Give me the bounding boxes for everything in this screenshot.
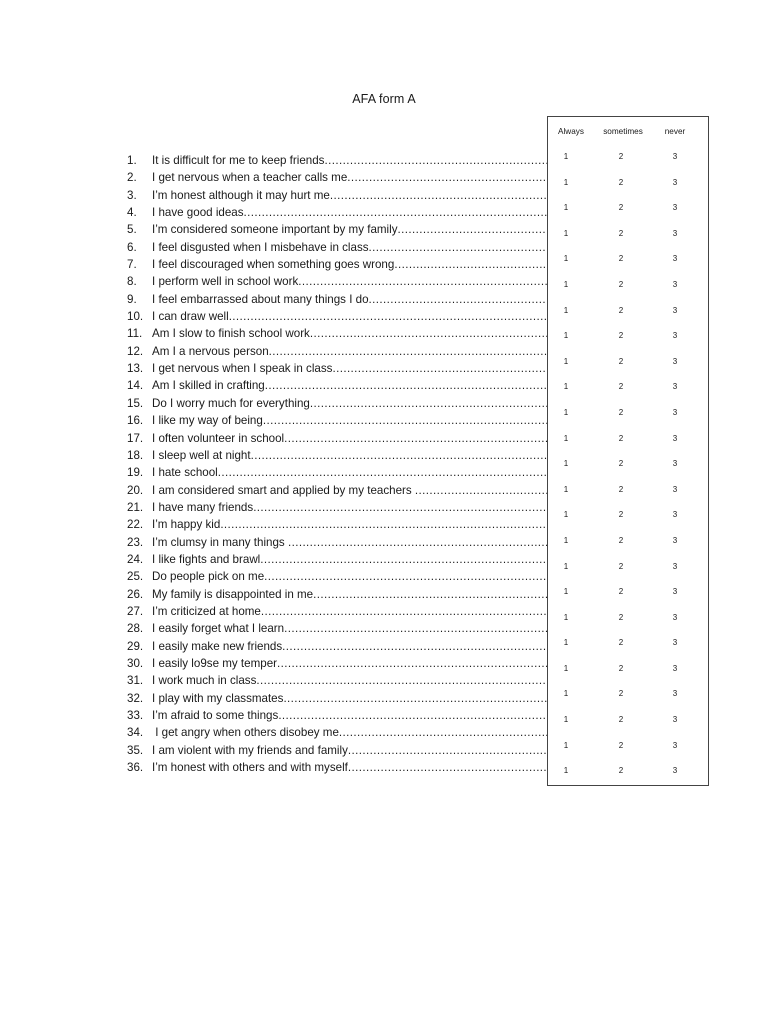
question-text: It is difficult for me to keep friends [152,154,325,167]
rating-never: 3 [672,331,678,341]
rating-always: 1 [563,663,569,673]
question-item [127,412,547,429]
rating-row [548,686,708,712]
rating-table [547,116,709,786]
rating-row [548,712,708,738]
question-item [127,499,547,516]
question-item [127,169,547,186]
rating-sometimes: 2 [618,689,624,699]
question-item [127,325,547,342]
dot-leader [369,291,547,308]
rating-always: 1 [563,715,569,725]
rating-sometimes: 2 [618,279,624,289]
dot-leader [269,343,547,360]
rating-sometimes: 2 [618,510,624,520]
rating-never: 3 [672,203,678,213]
dot-leader [348,759,547,776]
column-header-sometimes: sometimes [603,127,643,136]
dot-leader [282,638,547,655]
question-number: 8. [127,275,137,289]
dot-leader [261,603,547,620]
rating-always: 1 [563,305,569,315]
rating-sometimes: 2 [618,305,624,315]
rating-never: 3 [672,561,678,571]
rating-row [548,175,708,201]
question-number: 17. [127,431,144,445]
question-item [127,204,547,221]
question-text: Am I slow to finish school work [152,327,310,341]
rating-row [548,635,708,661]
question-item [127,742,547,759]
question-text: I feel embarrassed about many things I do [152,292,369,306]
rating-never: 3 [672,510,678,520]
question-text: I’m considered someone important by my family [152,223,398,237]
dot-leader [260,551,547,568]
rating-sometimes: 2 [618,459,624,469]
rating-always: 1 [563,510,569,520]
rating-row [548,456,708,482]
question-item [127,273,547,290]
dot-leader [220,516,547,533]
rating-always: 1 [563,254,569,264]
rating-always: 1 [563,740,569,750]
question-item [127,534,547,551]
question-item [127,395,547,412]
question-item [127,516,547,533]
rating-header [548,127,708,139]
rating-row [548,200,708,226]
rating-sometimes: 2 [618,203,624,213]
dot-leader [265,377,547,394]
question-item [127,620,547,637]
question-number: 9. [127,292,137,306]
question-number: 29. [127,639,144,653]
question-item [127,377,547,394]
dot-leader [348,742,547,759]
question-text: I’m honest although it may hurt me [152,188,330,202]
rating-row [548,507,708,533]
question-text: I’m happy kid [152,518,221,532]
question-item [127,464,547,481]
page-title: AFA form A [352,92,416,106]
rating-row [548,405,708,431]
rating-row [548,328,708,354]
rating-rows [548,149,708,789]
question-text: I work much in class [152,674,257,688]
rating-row [548,661,708,687]
rating-sometimes: 2 [618,561,624,571]
question-text: I sleep well at night [152,448,251,462]
question-item [127,256,547,273]
rating-always: 1 [563,689,569,699]
question-item [127,690,547,707]
question-number: 13. [127,362,144,376]
rating-row [548,431,708,457]
dot-leader [284,430,547,447]
question-item [127,759,547,776]
question-item [127,638,547,655]
rating-row [548,354,708,380]
rating-always: 1 [563,331,569,341]
rating-sometimes: 2 [618,638,624,648]
rating-sometimes: 2 [618,382,624,392]
question-number: 32. [127,691,144,705]
dot-leader [288,534,547,551]
question-text: I’m honest with others and with myself [152,761,348,775]
dot-leader [394,256,547,273]
question-text: Do people pick on me [152,570,265,584]
question-item [127,239,547,256]
dot-leader [310,325,547,342]
rating-row [548,738,708,764]
question-number: 2. [127,171,137,185]
question-list [127,152,547,776]
rating-sometimes: 2 [618,228,624,238]
rating-sometimes: 2 [618,331,624,341]
rating-never: 3 [672,587,678,597]
rating-never: 3 [672,407,678,417]
rating-row [548,482,708,508]
rating-never: 3 [672,228,678,238]
question-item [127,482,547,499]
rating-never: 3 [672,638,678,648]
question-number: 28. [127,622,144,636]
question-number: 24. [127,552,144,566]
question-item [127,447,547,464]
question-item [127,672,547,689]
rating-row [548,303,708,329]
rating-never: 3 [672,279,678,289]
rating-row [548,763,708,789]
question-number: 35. [127,743,144,757]
rating-never: 3 [672,356,678,366]
question-number: 4. [127,206,137,220]
question-text: I play with my classmates [152,691,284,705]
dot-leader [369,239,547,256]
question-text: I often volunteer in school [152,431,285,445]
rating-row [548,379,708,405]
rating-never: 3 [672,689,678,699]
rating-always: 1 [563,561,569,571]
rating-sometimes: 2 [618,484,624,494]
rating-never: 3 [672,254,678,264]
question-item [127,152,547,169]
rating-always: 1 [563,612,569,622]
question-text: I get angry when others disobey me [152,726,339,740]
question-item [127,655,547,672]
rating-sometimes: 2 [618,535,624,545]
rating-always: 1 [563,228,569,238]
rating-never: 3 [672,766,678,776]
dot-leader [324,152,547,169]
question-number: 16. [127,414,144,428]
rating-always: 1 [563,766,569,776]
question-text: I like fights and brawl [152,552,261,566]
rating-never: 3 [672,663,678,673]
rating-row [548,584,708,610]
dot-leader [415,482,547,499]
question-text: I easily forget what I learn [152,622,285,636]
question-text: I’m criticized at home [152,604,261,618]
rating-never: 3 [672,177,678,187]
question-text: I am violent with my friends and family [152,743,348,757]
question-number: 3. [127,188,137,202]
rating-sometimes: 2 [618,766,624,776]
question-text: I am considered smart and applied by my teachers [152,483,415,497]
question-text: Am I a nervous person [152,344,269,358]
rating-row [548,559,708,585]
question-item [127,360,547,377]
dot-leader [278,707,547,724]
rating-always: 1 [563,638,569,648]
rating-always: 1 [563,152,569,161]
question-text: I have good ideas [152,206,244,220]
rating-never: 3 [672,484,678,494]
rating-always: 1 [563,587,569,597]
question-number: 31. [127,674,144,688]
rating-always: 1 [563,535,569,545]
question-text: I’m clumsy in many things [152,535,288,549]
question-number: 19. [127,466,144,480]
rating-never: 3 [672,433,678,443]
question-item [127,586,547,603]
rating-never: 3 [672,459,678,469]
question-number: 12. [127,344,144,358]
question-text: I get nervous when a teacher calls me [152,171,348,185]
rating-sometimes: 2 [618,407,624,417]
question-text: I hate school [152,466,218,480]
question-item [127,221,547,238]
rating-sometimes: 2 [618,356,624,366]
question-item [127,603,547,620]
question-number: 23. [127,535,144,549]
question-item [127,343,547,360]
dot-leader [218,464,547,481]
question-item [127,430,547,447]
question-number: 1. [127,154,137,167]
question-text: Am I skilled in crafting [152,379,265,393]
rating-never: 3 [672,612,678,622]
question-number: 30. [127,656,144,670]
rating-row [548,251,708,277]
question-number: 7. [127,258,137,272]
question-number: 33. [127,709,144,722]
question-item [127,551,547,568]
dot-leader [398,221,548,238]
question-text: I feel discouraged when something goes wrong [152,258,395,272]
question-text: I feel disgusted when I misbehave in class [152,240,369,254]
rating-always: 1 [563,433,569,443]
question-text: I like my way of being [152,414,263,428]
rating-never: 3 [672,715,678,725]
rating-sometimes: 2 [618,587,624,597]
rating-always: 1 [563,484,569,494]
rating-sometimes: 2 [618,663,624,673]
column-header-never: never [664,127,686,136]
question-number: 18. [127,448,144,462]
dot-leader [339,724,547,741]
rating-always: 1 [563,203,569,213]
dot-leader [229,308,547,325]
dot-leader [256,672,547,689]
rating-sometimes: 2 [618,740,624,750]
question-number: 26. [127,587,144,601]
question-number: 34. [127,726,144,740]
rating-sometimes: 2 [618,254,624,264]
dot-leader [283,690,547,707]
rating-always: 1 [563,459,569,469]
question-number: 15. [127,396,144,410]
question-item [127,291,547,308]
question-text: I easily lo9se my temper [152,656,278,670]
dot-leader [330,187,547,204]
rating-never: 3 [672,305,678,315]
rating-never: 3 [672,535,678,545]
rating-row [548,277,708,303]
rating-sometimes: 2 [618,152,624,161]
rating-row [548,610,708,636]
question-number: 21. [127,500,144,514]
rating-sometimes: 2 [618,177,624,187]
rating-always: 1 [563,356,569,366]
dot-leader [264,568,547,585]
column-header-always: Always [558,127,584,136]
dot-leader [332,360,547,377]
dot-leader [313,586,547,603]
rating-row [548,226,708,252]
question-number: 27. [127,604,144,618]
dot-leader [251,447,547,464]
question-text: My family is disappointed in me [152,587,314,601]
rating-never: 3 [672,740,678,750]
dot-leader [244,204,547,221]
question-text: I easily make new friends [152,639,283,653]
rating-never: 3 [672,382,678,392]
rating-always: 1 [563,407,569,417]
question-number: 25. [127,570,144,584]
question-text: I perform well in school work [152,275,299,289]
rating-never: 3 [672,152,678,161]
rating-sometimes: 2 [618,433,624,443]
question-number: 14. [127,379,144,393]
question-text: Do I worry much for everything [152,396,310,410]
question-text: I can draw well [152,310,229,324]
rating-always: 1 [563,279,569,289]
dot-leader [347,169,547,186]
rating-row [548,533,708,559]
dot-leader [298,273,547,290]
question-number: 6. [127,240,137,254]
question-number: 22. [127,518,144,532]
question-item [127,724,547,741]
rating-sometimes: 2 [618,612,624,622]
question-number: 5. [127,223,137,237]
question-item [127,308,547,325]
dot-leader [310,395,547,412]
dot-leader [263,412,547,429]
question-number: 11. [127,327,143,341]
question-text: I have many friends [152,500,254,514]
dot-leader [277,655,547,672]
dot-leader [253,499,547,516]
rating-sometimes: 2 [618,715,624,725]
question-item [127,568,547,585]
rating-row [548,149,708,175]
question-number: 20. [127,483,144,497]
rating-always: 1 [563,382,569,392]
question-item [127,187,547,204]
question-item [127,707,547,724]
question-number: 36. [127,761,144,775]
question-text: I get nervous when I speak in class [152,362,333,376]
question-number: 10. [127,310,144,324]
question-text: I’m afraid to some things [152,709,279,722]
dot-leader [284,620,547,637]
rating-always: 1 [563,177,569,187]
